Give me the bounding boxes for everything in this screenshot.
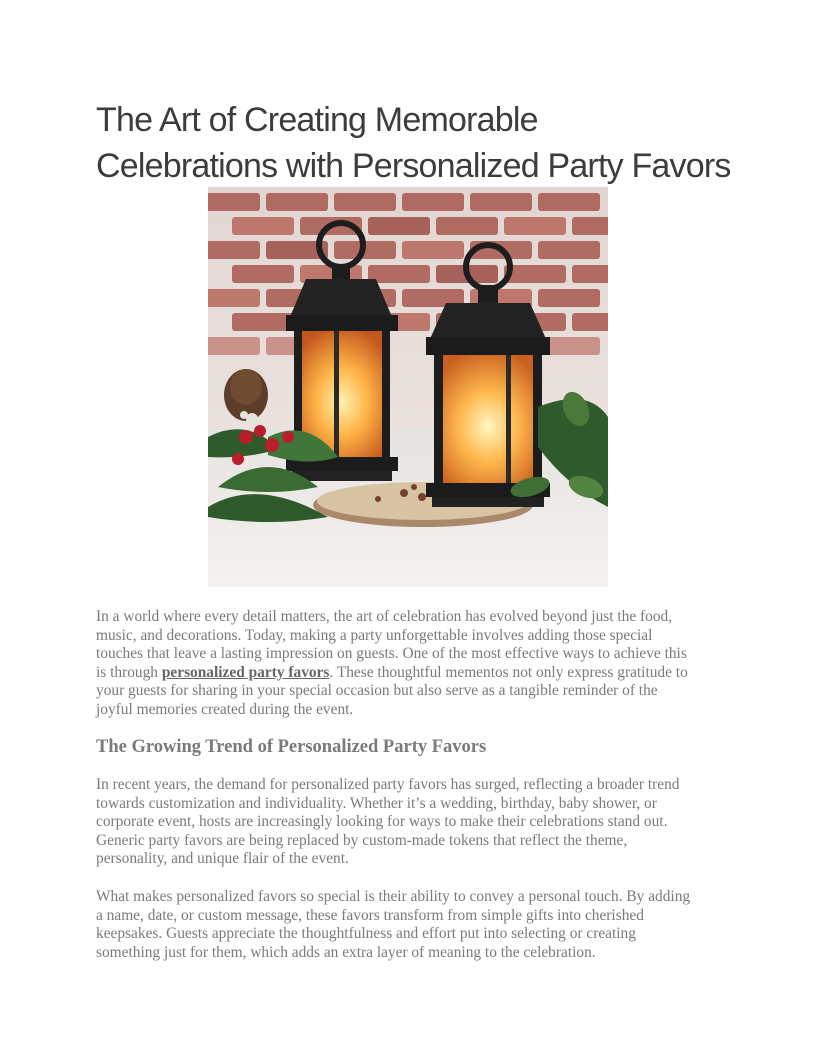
trend-paragraph [96,776,726,869]
page-title [96,97,756,189]
intro-line: joyful memories created during the event. [96,700,354,718]
paragraph-line: keepsakes. Guests appreciate the thoughtfulness and effort put into selecting or creating [96,925,636,942]
intro-line [96,664,726,683]
personal-touch-paragraph [96,888,726,962]
intro-text-after-link: . These thoughtful mementos not only express gratitude to [329,663,688,681]
paragraph-line: something just for them, which adds an extra layer of meaning to the celebration. [96,943,596,961]
title-line-1: The Art of Creating Memorable [96,101,538,139]
paragraph-line: What makes personalized favors so special is their ability to convey a personal touch. By adding [96,888,691,905]
intro-paragraph [96,608,726,719]
personalized-party-favors-link[interactable]: personalized party favors [161,663,330,681]
paragraph-line: corporate event, hosts are increasingly looking for ways to make their celebrations stand out. [96,813,668,830]
section-heading: The Growing Trend of Personalized Party Favors [96,737,487,757]
intro-line: your guests for sharing in your special occasion but also serve as a tangible reminder of the [96,682,658,699]
lantern-photo [208,187,608,587]
intro-line: music, and decorations. Today, making a party unforgettable involves adding those special [96,626,653,644]
paragraph-line: a name, date, or custom message, these favors transform from simple gifts into cherished [96,906,644,924]
intro-line: touches that leave a lasting impression on guests. One of the most effective ways to achieve this [96,645,687,662]
paragraph-line: personality, and unique flair of the event. [96,850,349,867]
paragraph-line: Generic party favors are being replaced by custom-made tokens that reflect the theme, [96,831,628,849]
intro-line: In a world where every detail matters, the art of celebration has evolved beyond just the food, [96,608,673,625]
paragraph-line: In recent years, the demand for personalized party favors has surged, reflecting a broader trend [96,776,680,793]
intro-text-before-link: is through [96,663,162,681]
title-line-2: Celebrations with Personalized Party Favors [96,147,731,185]
paragraph-line: towards customization and individuality. Whether it’s a wedding, birthday, baby shower, or [96,794,657,812]
